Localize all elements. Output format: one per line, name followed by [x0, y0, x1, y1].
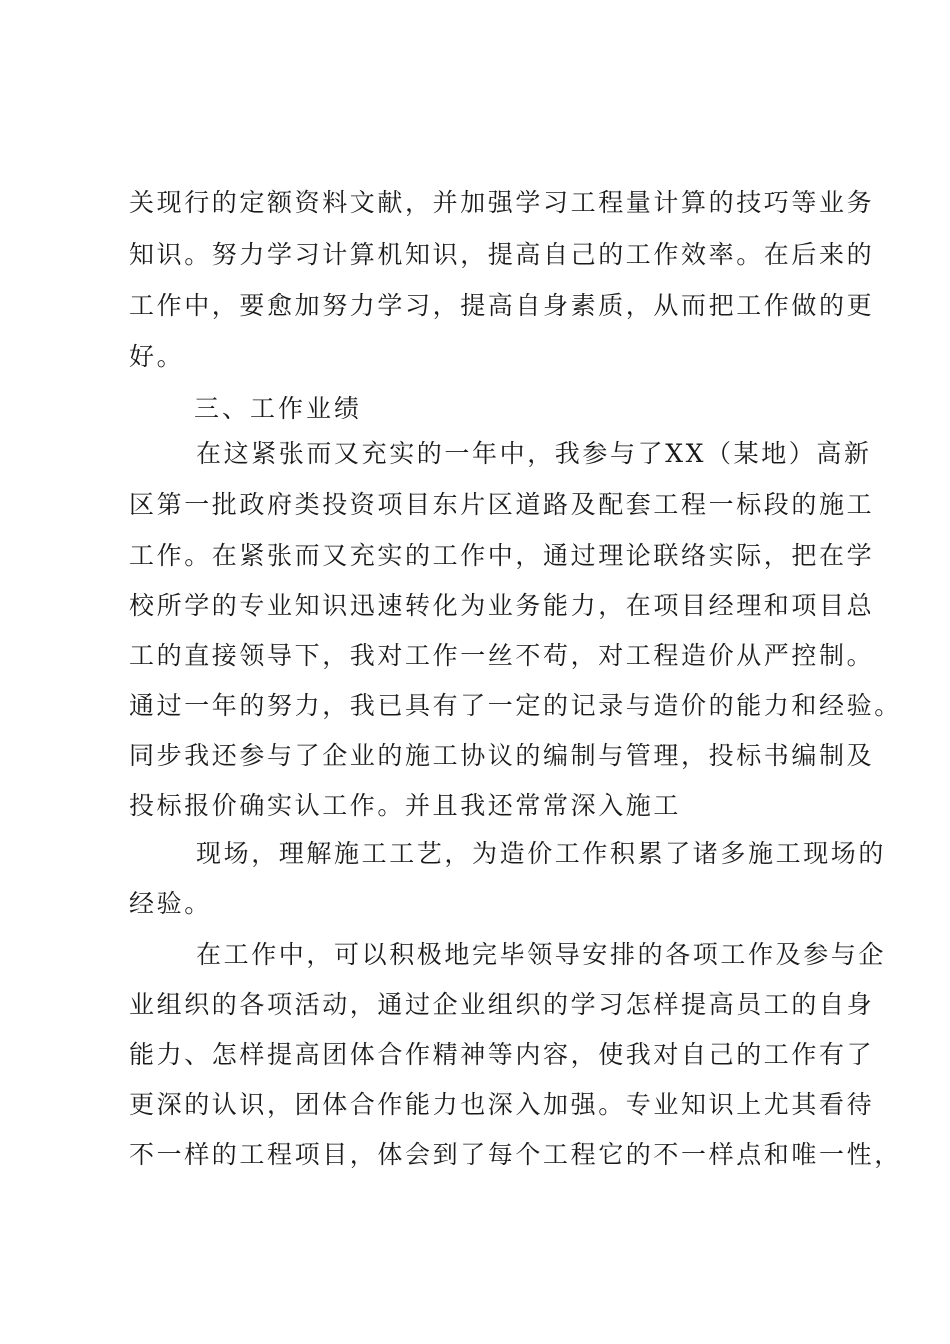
- paragraph-line: 区第一批政府类投资项目东片区道路及配套工程一标段的施工: [129, 490, 875, 519]
- paragraph-line: 更深的认识，团体合作能力也深入加强。专业知识上尤其看待: [129, 1090, 875, 1119]
- paragraph-line: 工作中，要愈加努力学习，提高自身素质，从而把工作做的更: [129, 291, 875, 320]
- paragraph-line: 投标报价确实认工作。并且我还常常深入施工: [129, 791, 682, 820]
- paragraph-line: 校所学的专业知识迅速转化为业务能力，在项目经理和项目总: [129, 591, 875, 620]
- paragraph-line: 关现行的定额资料文献，并加强学习工程量计算的技巧等业务: [129, 188, 875, 217]
- paragraph-line: 好。: [129, 342, 185, 371]
- paragraph-line: 在这紧张而又充实的一年中，我参与了XX（某地）高新: [196, 439, 872, 468]
- paragraph-line: 业组织的各项活动，通过企业组织的学习怎样提高员工的自身: [129, 990, 875, 1019]
- paragraph-line: 知识。努力学习计算机知识，提高自己的工作效率。在后来的: [129, 240, 875, 269]
- paragraph-line: 能力、怎样提高团体合作精神等内容，使我对自己的工作有了: [129, 1040, 875, 1069]
- paragraph-line: 现场，理解施工工艺，为造价工作积累了诸多施工现场的: [196, 839, 887, 868]
- paragraph-line: 经验。: [129, 889, 212, 918]
- paragraph-line: 工的直接领导下，我对工作一丝不苟，对工程造价从严控制。: [129, 641, 875, 670]
- paragraph-line: 通过一年的努力，我已具有了一定的记录与造价的能力和经验。: [129, 691, 902, 720]
- paragraph-line: 不一样的工程项目，体会到了每个工程它的不一样点和唯一性，: [129, 1140, 902, 1169]
- section-heading: 三、工作业绩: [194, 394, 363, 423]
- paragraph-line: 在工作中，可以积极地完毕领导安排的各项工作及参与企: [196, 940, 887, 969]
- paragraph-line: 同步我还参与了企业的施工协议的编制与管理，投标书编制及: [129, 741, 875, 770]
- paragraph-line: 工作。在紧张而又充实的工作中，通过理论联络实际，把在学: [129, 541, 875, 570]
